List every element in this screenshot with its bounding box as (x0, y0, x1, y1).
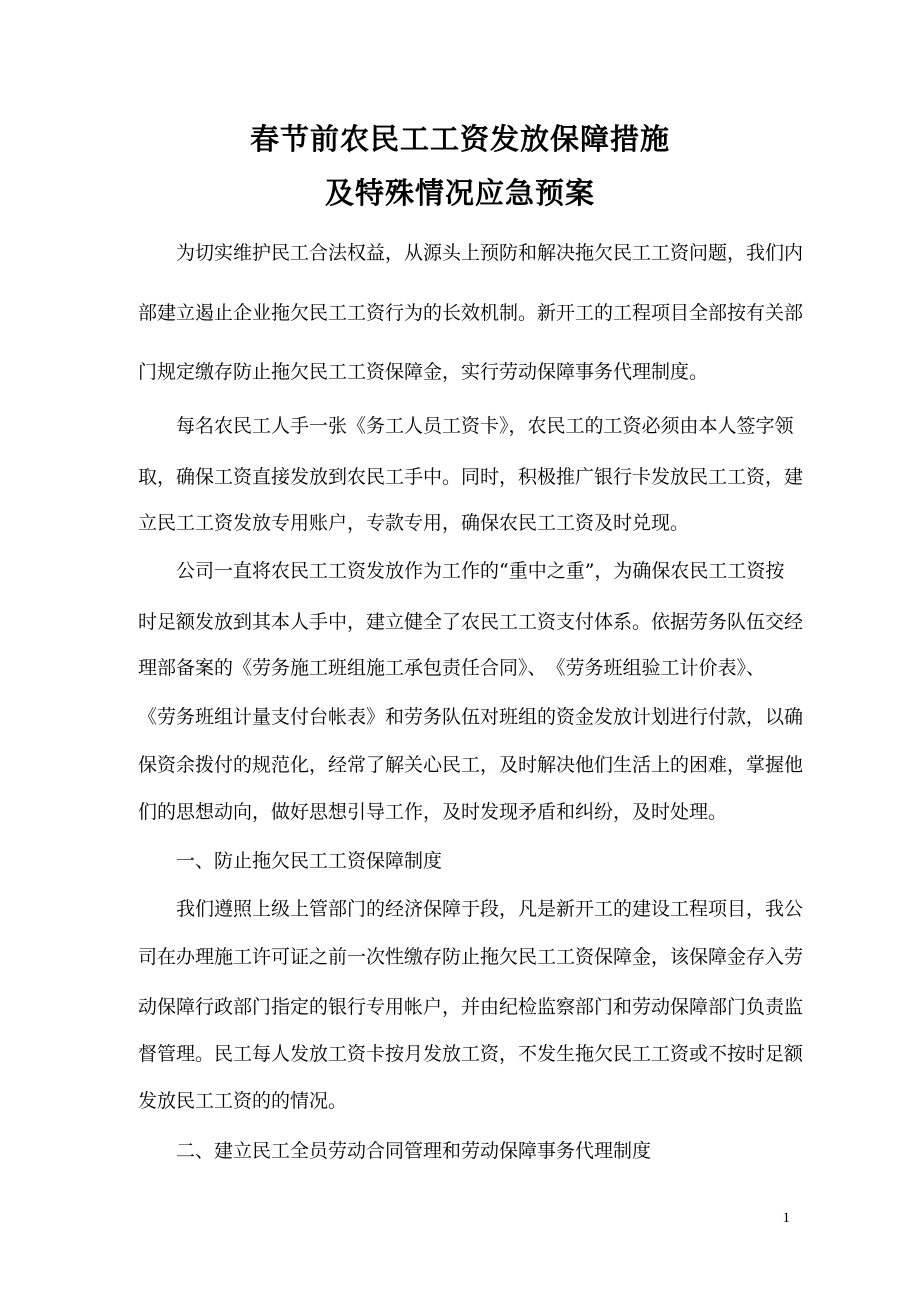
text-line: 门规定缴存防止拖欠民工工资保障金，实行劳动保障事务代理制度。 (138, 361, 709, 383)
text-line: 我们遵照上级上管部门的经济保障于段，凡是新开工的建设工程项目，我公 (176, 898, 804, 920)
section-heading: 一、防止拖欠民工工资保障制度 (176, 850, 443, 872)
text-line: 立民工工资发放专用账户，专款专用，确保农民工工资及时兑现。 (138, 512, 690, 534)
text-line: 保资余拨付的规范化，经常了解关心民工，及时解决他们生活上的困难，掌握他 (138, 754, 804, 776)
text-line: 为切实维护民工合法权益，从源头上预防和解决拖欠民工工资问题，我们内 (176, 242, 804, 264)
page-number: 1 (782, 1210, 790, 1226)
text-line: 督管理。民工每人发放工资卡按月发放工资，不发生拖欠民工工资或不按时足额 (138, 1043, 804, 1065)
text-line: 司在办理施工许可证之前一次性缴存防止拖欠民工工资保障金，该保障金存入劳 (138, 946, 804, 968)
text-line: 理部备案的《劳务施工班组施工承包责任合同》、 《劳务班组验工计价表》、 (138, 657, 766, 679)
text-line: 时足额发放到其本人手中，建立健全了农民工工资支付体系。依据劳务队伍交经 (138, 611, 804, 633)
text-line: 每名农民工人手一张《务工人员工资卡》，农民工的工资必须由本人签字领 (176, 415, 794, 437)
text-line: 们的思想动向，做好思想引导工作，及时发现矛盾和纠纷，及时处理。 (138, 801, 728, 823)
section-heading: 二、建立民工全员劳动合同管理和劳动保障事务代理制度 (176, 1140, 652, 1162)
document-title-line-2: 及特殊情况应急预案 (324, 176, 595, 210)
text-line: 公司一直将农民工工资发放作为工作的“重中之重”，为确保农民工工资按 (176, 560, 785, 582)
text-line: 部建立遏止企业拖欠民工工资行为的长效机制。新开工的工程项目全部按有关部 (138, 302, 804, 324)
text-line: 取，确保工资直接发放到农民工手中。同时，积极推广银行卡发放民工工资，建 (138, 466, 804, 488)
text-line: 《劳务班组计量支付台帐表》和劳务队伍对班组的资金发放计划进行付款，以确 (138, 706, 804, 728)
text-line: 发放民工工资的的情况。 (138, 1090, 348, 1112)
text-line: 动保障行政部门指定的银行专用帐户，并由纪检监察部门和劳动保障部门负责监 (138, 996, 804, 1018)
document-title-line-1: 春节前农民工工资发放保障措施 (249, 122, 670, 156)
